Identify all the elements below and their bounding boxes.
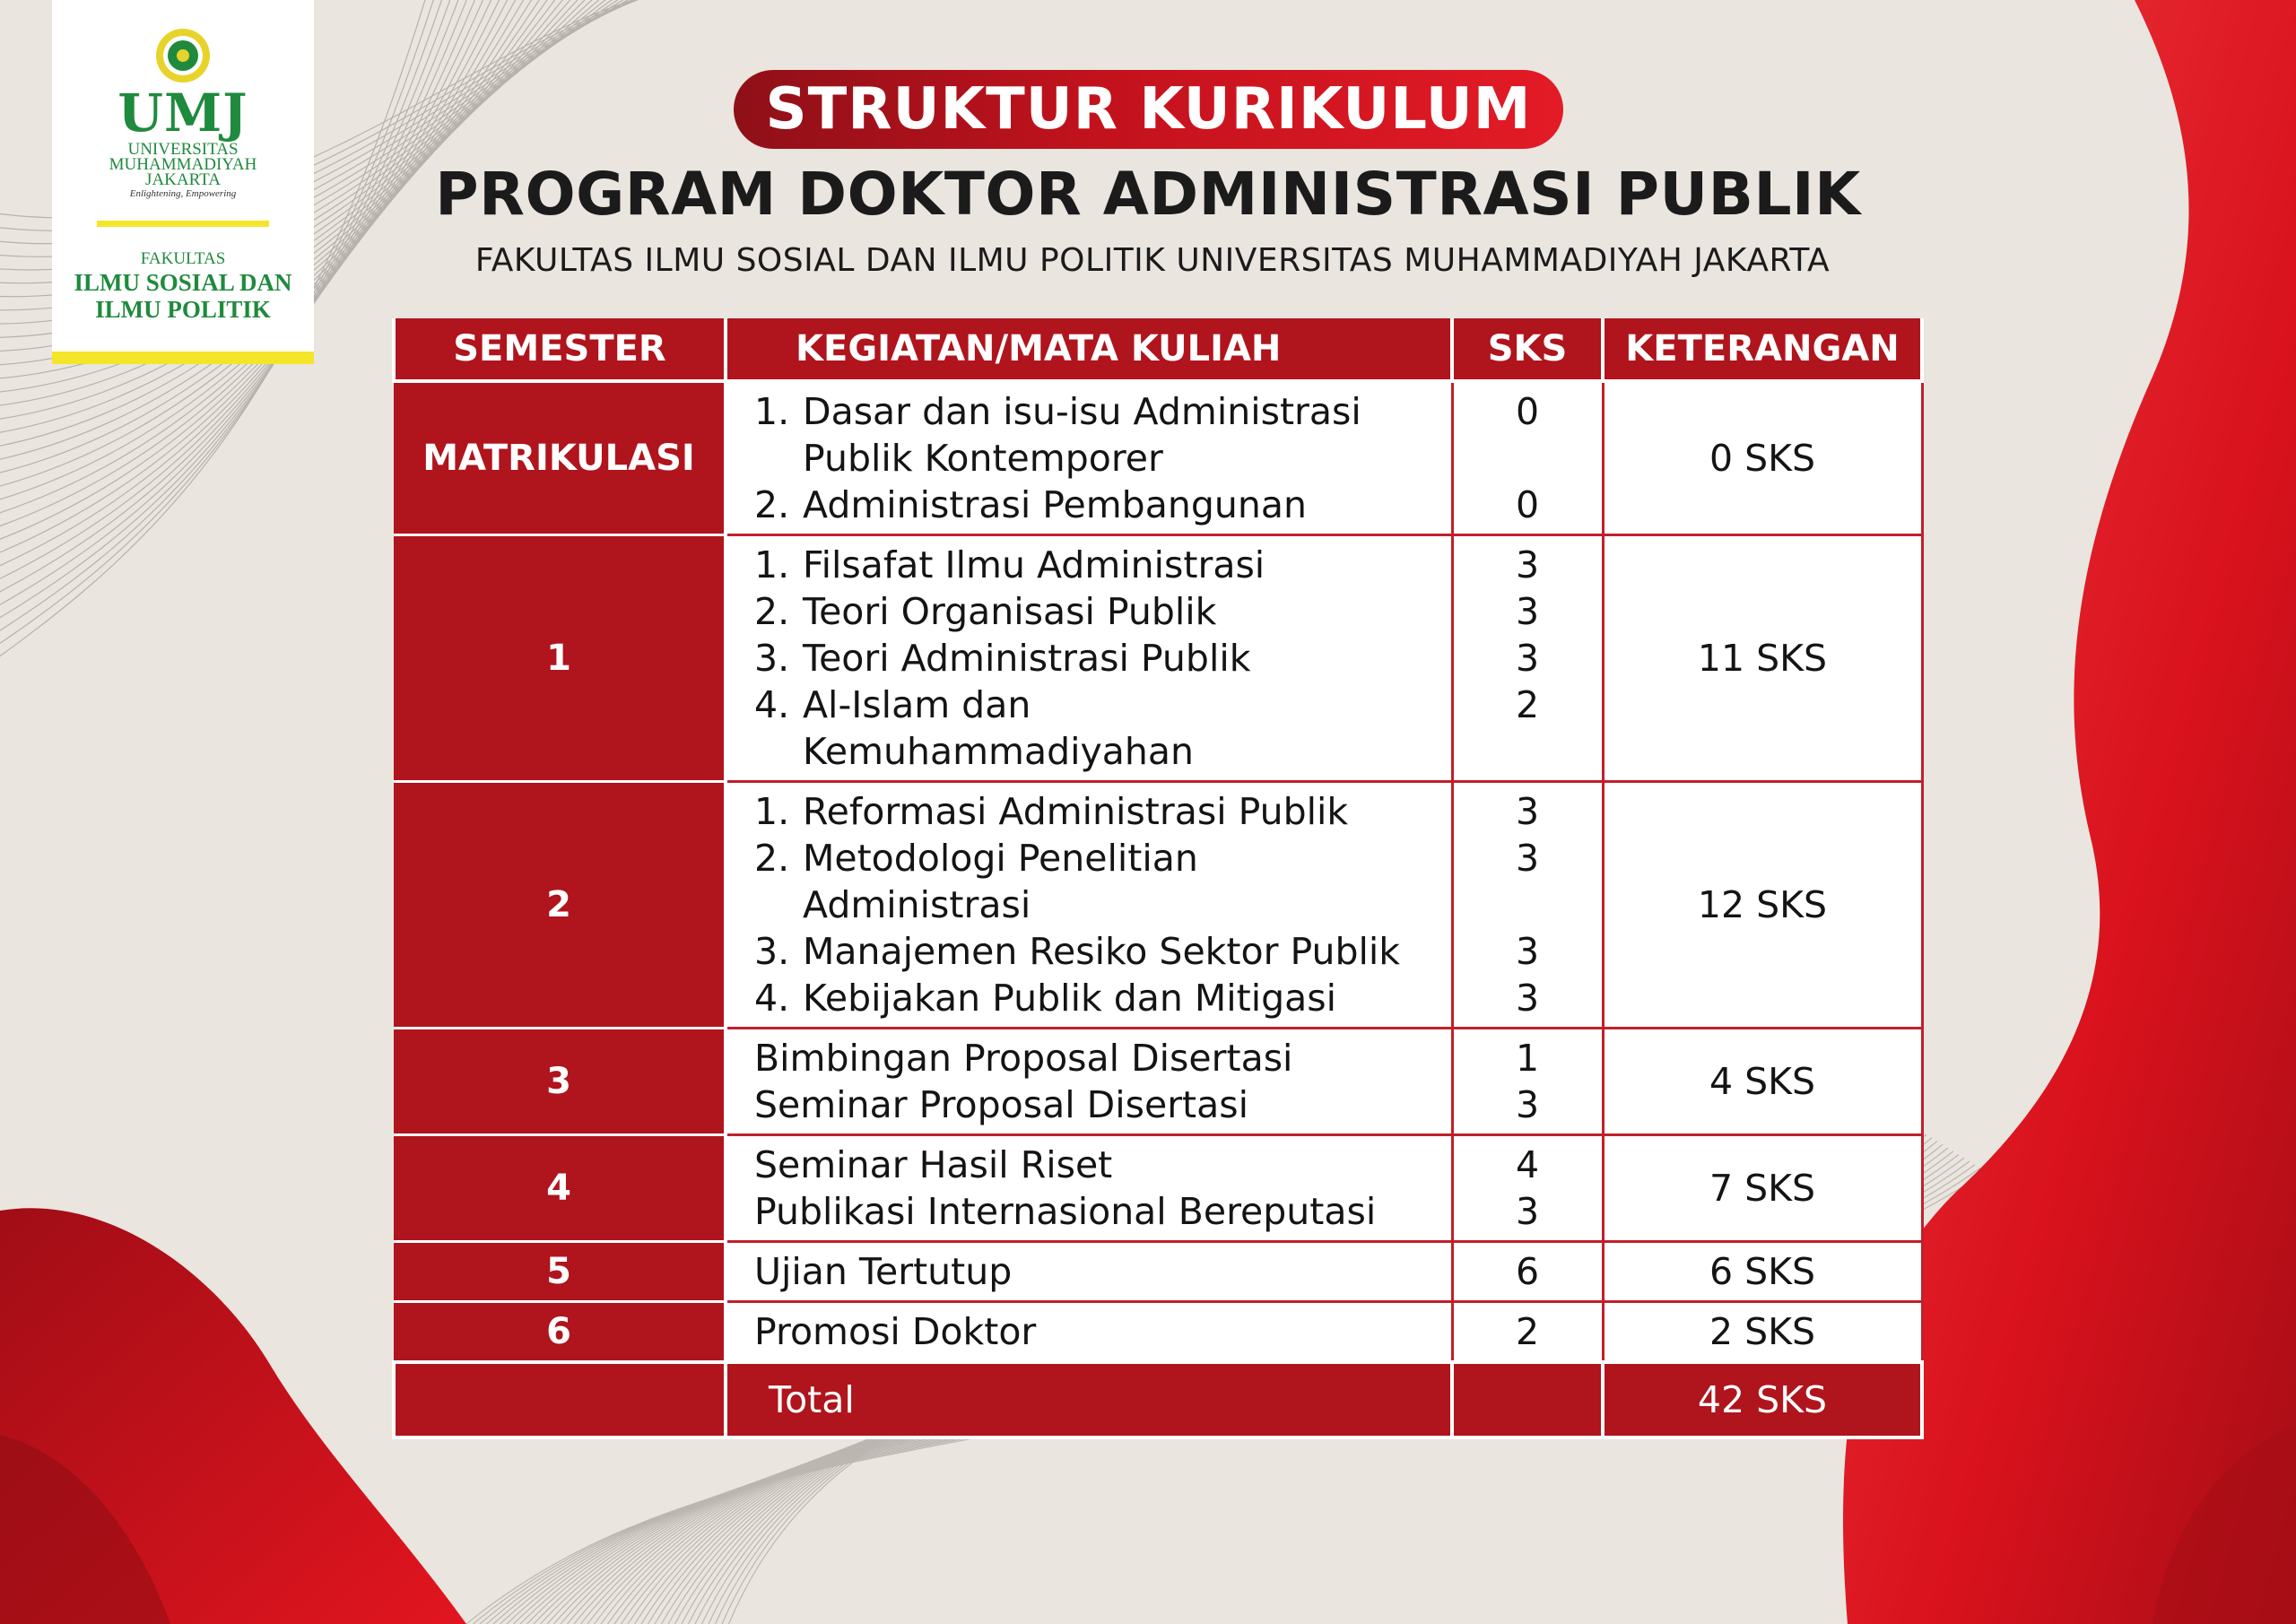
semester-cell: 6 <box>394 1302 726 1363</box>
course-name <box>803 542 1265 588</box>
course-item <box>754 542 1442 588</box>
table-row <box>394 782 1922 1029</box>
semester-cell: 2 <box>394 782 726 1029</box>
sks-value: 0 <box>1515 390 1540 433</box>
course-name-line: Teori Organisasi Publik <box>803 590 1217 633</box>
curriculum-table <box>392 318 1924 1439</box>
total-value: 42 SKS <box>1603 1362 1922 1437</box>
keterangan-cell: 12 SKS <box>1603 782 1922 1029</box>
keterangan-cell: 0 SKS <box>1603 381 1922 535</box>
course-item <box>754 388 1442 482</box>
course-item <box>754 635 1442 682</box>
table-row <box>394 1135 1922 1242</box>
column-header-sks: SKS <box>1452 318 1603 381</box>
course-item <box>754 682 1442 775</box>
course-name-line: Metodologi Penelitian <box>803 837 1198 880</box>
sks-spacer <box>1454 881 1602 928</box>
course-name-line: Ujian Tertutup <box>754 1250 1013 1293</box>
course-name <box>754 1188 1376 1235</box>
course-name-line: Reformasi Administrasi Publik <box>803 790 1349 833</box>
course-name-line: Al-Islam dan <box>803 683 1031 726</box>
course-item <box>754 975 1442 1021</box>
course-number: 2. <box>754 837 790 880</box>
course-name-line: Filsafat Ilmu Administrasi <box>803 543 1265 586</box>
sks-value: 3 <box>1515 543 1540 586</box>
course-name <box>803 588 1216 635</box>
course-name-line: Bimbingan Proposal Disertasi <box>754 1037 1293 1080</box>
course-name-line: Teori Administrasi Publik <box>803 637 1251 680</box>
table-row <box>394 381 1922 535</box>
course-name <box>803 975 1336 1021</box>
course-list-cell <box>726 535 1452 782</box>
course-number: 1. <box>754 543 790 586</box>
semester-cell: 4 <box>394 1135 726 1242</box>
course-list-cell <box>726 1029 1452 1135</box>
course-number: 4. <box>754 683 790 726</box>
keterangan-cell: 11 SKS <box>1603 535 1922 782</box>
umj-emblem-icon <box>154 27 212 84</box>
course-name-line: Seminar Proposal Disertasi <box>754 1083 1248 1126</box>
semester-cell: 1 <box>394 535 726 782</box>
sks-cell <box>1452 782 1603 1029</box>
total-row <box>394 1362 1922 1437</box>
course-name-line: Seminar Hasil Riset <box>754 1143 1113 1186</box>
course-number: 3. <box>754 637 790 680</box>
keterangan-cell: 7 SKS <box>1603 1135 1922 1242</box>
title-badge <box>734 70 1563 149</box>
keterangan-cell: 2 SKS <box>1603 1302 1922 1363</box>
table-row <box>394 1029 1922 1135</box>
course-name <box>754 1308 1036 1355</box>
course-number: 3. <box>754 930 790 973</box>
total-label: Total <box>726 1362 1452 1437</box>
sks-value: 1 <box>1515 1037 1540 1080</box>
table-row <box>394 1302 1922 1363</box>
table-header-row <box>394 318 1922 381</box>
sks-cell <box>1452 381 1603 535</box>
semester-cell: 3 <box>394 1029 726 1135</box>
sks-cell <box>1452 535 1603 782</box>
sks-cell <box>1452 1029 1603 1135</box>
course-list-cell <box>726 782 1452 1029</box>
course-list-cell <box>726 381 1452 535</box>
course-name-line: Administrasi Pembangunan <box>803 483 1307 526</box>
logo-university-name: UNIVERSITAS MUHAMMADIYAH JAKARTA <box>109 140 257 189</box>
table-row <box>394 535 1922 782</box>
sks-value: 3 <box>1515 930 1540 973</box>
sks-value: 3 <box>1515 790 1540 833</box>
sks-spacer <box>1454 435 1602 482</box>
sks-value: 3 <box>1515 1083 1540 1126</box>
course-item <box>754 482 1442 528</box>
course-name-line: Dasar dan isu-isu Administrasi <box>803 390 1361 433</box>
course-item <box>754 1035 1442 1081</box>
keterangan-cell: 4 SKS <box>1603 1029 1922 1135</box>
sks-value: 3 <box>1515 590 1540 633</box>
course-item <box>754 1142 1442 1188</box>
course-name-line: Administrasi <box>803 883 1031 926</box>
course-item <box>754 1081 1442 1128</box>
course-name <box>803 388 1361 482</box>
course-name <box>803 928 1400 975</box>
course-name <box>803 788 1348 835</box>
sks-value: 2 <box>1515 683 1540 726</box>
page-subtitle: FAKULTAS ILMU SOSIAL DAN ILMU POLITIK UNIVERSITAS MUHAMMADIYAH JAKARTA <box>474 242 1831 279</box>
course-name-line: Publik Kontemporer <box>803 437 1163 480</box>
sks-value: 3 <box>1515 977 1540 1020</box>
logo-tagline: Enlightening, Empowering <box>129 188 237 199</box>
course-list-cell <box>726 1242 1452 1302</box>
course-number: 1. <box>754 790 790 833</box>
course-list-cell <box>726 1302 1452 1363</box>
course-item <box>754 1308 1442 1355</box>
sks-value: 4 <box>1515 1143 1540 1186</box>
semester-cell: 5 <box>394 1242 726 1302</box>
column-header-keterangan: KETERANGAN <box>1603 318 1922 381</box>
sks-value: 3 <box>1515 1190 1540 1233</box>
sks-spacer <box>1454 728 1602 775</box>
logo-accent-bar <box>52 352 314 364</box>
faculty-name: FAKULTAS ILMU SOSIAL DAN ILMU POLITIK <box>74 249 292 323</box>
sks-cell <box>1452 1302 1603 1363</box>
course-name-line: Promosi Doktor <box>754 1310 1037 1353</box>
column-header-semester: SEMESTER <box>394 318 726 381</box>
course-item <box>754 588 1442 635</box>
course-name-line: Manajemen Resiko Sektor Publik <box>803 930 1401 973</box>
sks-value: 2 <box>1515 1310 1540 1353</box>
sks-cell <box>1452 1242 1603 1302</box>
course-name <box>803 635 1250 682</box>
sks-value: 0 <box>1515 483 1540 526</box>
course-number: 2. <box>754 590 790 633</box>
course-item <box>754 1248 1442 1295</box>
course-number: 2. <box>754 483 790 526</box>
total-sks-empty-cell <box>1452 1362 1603 1437</box>
page-title: PROGRAM DOKTOR ADMINISTRASI PUBLIK <box>435 160 1861 229</box>
course-name <box>754 1248 1012 1295</box>
logo-abbreviation: UMJ <box>117 83 248 143</box>
table-row <box>394 1242 1922 1302</box>
course-name <box>803 835 1198 928</box>
course-name <box>803 482 1307 528</box>
course-list-cell <box>726 1135 1452 1242</box>
total-empty-cell <box>394 1362 726 1437</box>
keterangan-cell: 6 SKS <box>1603 1242 1922 1302</box>
column-header-kegiatan: KEGIATAN/MATA KULIAH <box>726 318 1452 381</box>
course-name <box>754 1035 1292 1081</box>
title-badge-text: STRUKTUR KURIKULUM <box>765 76 1532 143</box>
sks-cell <box>1452 1135 1603 1242</box>
course-item <box>754 788 1442 835</box>
semester-cell: MATRIKULASI <box>394 381 726 535</box>
sks-value: 3 <box>1515 837 1540 880</box>
course-item <box>754 1188 1442 1235</box>
course-name <box>754 1081 1248 1128</box>
course-name-line: Publikasi Internasional Bereputasi <box>754 1190 1377 1233</box>
sks-value: 3 <box>1515 637 1540 680</box>
course-name <box>754 1142 1112 1188</box>
course-name-line: Kemuhammadiyahan <box>803 730 1195 773</box>
course-item <box>754 928 1442 975</box>
sks-value: 6 <box>1515 1250 1540 1293</box>
course-name-line: Kebijakan Publik dan Mitigasi <box>803 977 1337 1020</box>
course-number: 4. <box>754 977 790 1020</box>
course-item <box>754 835 1442 928</box>
course-name <box>803 682 1194 775</box>
course-number: 1. <box>754 390 790 433</box>
